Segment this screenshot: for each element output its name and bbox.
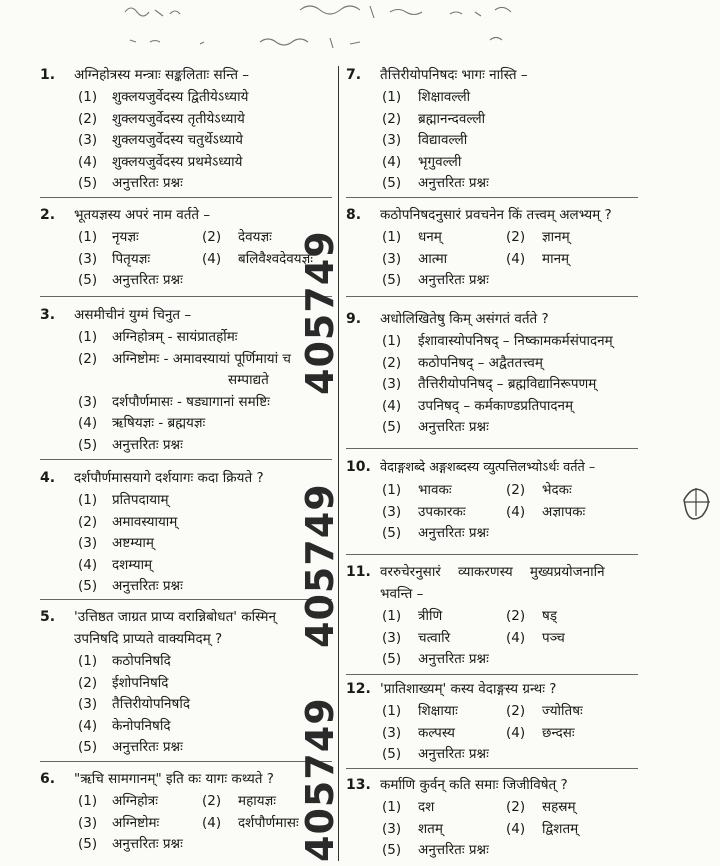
question-8 <box>346 204 676 291</box>
question-number: 4. <box>40 470 56 486</box>
option: (5) अनुत्तरितः प्रश्नः <box>382 842 489 858</box>
question-text: तैत्तिरीयोपनिषदः भागः नास्ति – <box>380 67 528 83</box>
option: (2) ईशोपनिषदि <box>78 674 169 691</box>
option: (5) अनुत्तरितः प्रश्नः <box>78 836 183 852</box>
option-row: (3) उपकारकः (4) अज्ञापकः <box>382 503 586 520</box>
option: (3) तैत्तिरीयोपनिषदि <box>78 696 190 712</box>
option: (2) अग्निष्टोमः - अमावस्यायां पूर्णिमायां च <box>78 350 292 367</box>
question-text: भूतयज्ञस्य अपरं नाम वर्तते – <box>74 207 211 223</box>
question-text-continued: उपनिषदि प्राप्यते वाक्यमिदम् ? <box>74 631 223 647</box>
question-2 <box>40 204 332 291</box>
option-row: (3) शतम् (4) द्विशतम् <box>382 820 579 837</box>
option-row: (3) आत्मा (4) मानम् <box>382 250 570 267</box>
option-row: (3) चत्वारि (4) पञ्च <box>382 629 565 646</box>
question-3 <box>40 304 332 455</box>
option: (1) शुक्लयजुर्वेदस्य द्वितीयेऽध्याये <box>78 89 249 105</box>
question-number: 11. <box>346 564 371 580</box>
option-row: (1) दश (2) सहस्रम् <box>382 799 576 815</box>
option: (1) प्रतिपदायाम् <box>78 492 169 508</box>
option: (4) उपनिषद् – कर्मकाण्डप्रतिपादनम् <box>382 397 574 414</box>
option: (5) अनुत्तरितः प्रश्नः <box>382 525 489 541</box>
question-text: कर्माणि कुर्वन् कति समाः जिजीविषेत् ? <box>380 777 568 793</box>
serial-stamp: 405749 <box>298 697 342 862</box>
option: (2) शुक्लयजुर्वेदस्य तृतीयेऽध्याये <box>78 110 245 127</box>
question-4 <box>40 467 332 597</box>
question-7 <box>346 64 676 194</box>
option: (3) शुक्लयजुर्वेदस्य चतुर्थेऽध्याये <box>78 132 244 148</box>
option-row: (1) नृयज्ञः (2) देवयज्ञः <box>78 229 272 245</box>
question-text: अधोलिखितेषु किम् असंगतं वर्तते ? <box>380 311 549 327</box>
option: (5) अनुत्तरितः प्रश्नः <box>382 175 489 191</box>
separator <box>346 674 638 675</box>
option: (4) शुक्लयजुर्वेदस्य प्रथमेऽध्याये <box>78 153 243 170</box>
question-number: 13. <box>346 777 371 793</box>
question-text: वररुचेरनुसारं व्याकरणस्य मुख्यप्रयोजनानि <box>380 564 605 580</box>
option: (4) भृगुवल्ली <box>382 153 462 170</box>
question-number: 5. <box>40 609 56 625</box>
option: (5) अनुत्तरितः प्रश्नः <box>382 746 489 762</box>
separator <box>40 197 332 198</box>
question-6 <box>40 768 332 855</box>
separator <box>346 554 638 555</box>
separator <box>346 296 638 297</box>
separator <box>40 296 332 297</box>
option-row: (1) भावकः (2) भेदकः <box>382 482 572 498</box>
question-number: 6. <box>40 771 56 787</box>
option: (4) ऋषियज्ञः - ब्रह्मयज्ञः <box>78 415 206 431</box>
question-text: असमीचीनं युग्मं चिनुत – <box>74 307 192 323</box>
option: (3) दर्शपौर्णमासः - षड्यागानां समष्टिः <box>78 393 270 410</box>
option-row: (1) अग्निहोत्रः (2) महायज्ञः <box>78 793 276 809</box>
question-number: 8. <box>346 207 362 223</box>
question-10 <box>346 456 676 544</box>
option: (5) अनुत्तरितः प्रश्नः <box>382 419 489 435</box>
question-11 <box>346 561 676 670</box>
edge-mark-icon <box>676 470 716 530</box>
handwritten-scribble <box>110 0 590 56</box>
option-row: (1) धनम् (2) ज्ञानम् <box>382 229 570 245</box>
option: (5) अनुत्तरितः प्रश्नः <box>78 739 183 755</box>
question-text: अग्निहोत्रस्य मन्त्राः सङ्कलिताः सन्ति – <box>74 67 250 83</box>
separator <box>40 459 332 460</box>
option: (2) कठोपनिषद् – अद्वैततत्त्वम् <box>382 354 543 371</box>
option-continuation: सम्पाद्यते <box>228 372 269 388</box>
question-text: "ऋचि सामगानम्" इति कः यागः कथ्यते ? <box>74 771 274 787</box>
option: (5) अनुत्तरितः प्रश्नः <box>78 272 183 288</box>
question-12 <box>346 678 676 765</box>
question-text: 'उत्तिष्ठत जाग्रत प्राप्य वरान्निबोधत' कस्मिन् <box>74 609 276 625</box>
option-row: (3) कल्पस्य (4) छन्दसः <box>382 724 575 741</box>
question-text: कठोपनिषदनुसारं प्रवचनेन किं तत्त्वम् अलभ्यम् ? <box>380 207 612 223</box>
option: (1) अग्निहोत्रम् - सायंप्रातर्होमः <box>78 329 238 345</box>
question-13 <box>346 774 676 861</box>
option-row: (3) पितृयज्ञः (4) बलिवैश्वदेवयज्ञः <box>78 250 313 267</box>
option: (5) अनुत्तरितः प्रश्नः <box>78 578 183 594</box>
separator <box>40 761 332 762</box>
option: (1) शिक्षावल्ली <box>382 89 471 105</box>
option: (3) विद्यावल्ली <box>382 132 468 148</box>
option: (5) अनुत्तरितः प्रश्नः <box>78 436 183 453</box>
separator <box>346 448 638 449</box>
question-1 <box>40 64 332 194</box>
option: (3) तैत्तिरीयोपनिषद् – ब्रह्मविद्यानिरूपणम् <box>382 376 597 392</box>
question-number: 10. <box>346 459 371 475</box>
question-text-continued: भवन्ति – <box>380 586 424 602</box>
option: (4) केनोपनिषदि <box>78 717 171 734</box>
option-row: (1) त्रीणि (2) षड् <box>382 608 558 624</box>
question-text: दर्शपौर्णमासयागे दर्शयागः कदा क्रियते ? <box>74 470 264 486</box>
question-number: 3. <box>40 307 56 323</box>
question-text: 'प्रातिशाख्यम्' कस्य वेदाङ्गस्य ग्रन्थः ? <box>380 681 557 697</box>
question-number: 1. <box>40 67 56 83</box>
option: (4) दशम्याम् <box>78 556 153 573</box>
option: (5) अनुत्तरितः प्रश्नः <box>78 175 183 191</box>
question-9 <box>346 308 676 438</box>
option-row: (1) शिक्षायाः (2) ज्योतिषः <box>382 703 583 719</box>
separator <box>40 599 332 600</box>
option: (5) अनुत्तरितः प्रश्नः <box>382 651 489 667</box>
question-number: 7. <box>346 67 362 83</box>
option: (5) अनुत्तरितः प्रश्नः <box>382 272 489 288</box>
option: (3) अष्टम्याम् <box>78 535 154 551</box>
option-row: (3) अग्निष्टोमः (4) दर्शपौर्णमासः <box>78 814 299 831</box>
question-number: 2. <box>40 207 56 223</box>
separator <box>346 197 638 198</box>
option: (1) ईशावास्योपनिषद् – निष्कामकर्मसंपादनम् <box>382 333 613 349</box>
serial-stamp: 405749 <box>298 230 342 395</box>
question-number: 12. <box>346 681 371 697</box>
option: (2) अमावस्यायाम् <box>78 513 178 530</box>
serial-stamp: 405749 <box>298 483 342 648</box>
separator <box>346 768 638 769</box>
option: (1) कठोपनिषदि <box>78 653 171 669</box>
question-number: 9. <box>346 311 362 327</box>
option: (2) ब्रह्मानन्दवल्ली <box>382 110 486 127</box>
question-5 <box>40 606 332 758</box>
question-text: वेदाङ्गशब्दे अङ्गशब्दस्य व्युत्पत्तिलभ्योऽर्थः वर्तते – <box>380 460 596 475</box>
